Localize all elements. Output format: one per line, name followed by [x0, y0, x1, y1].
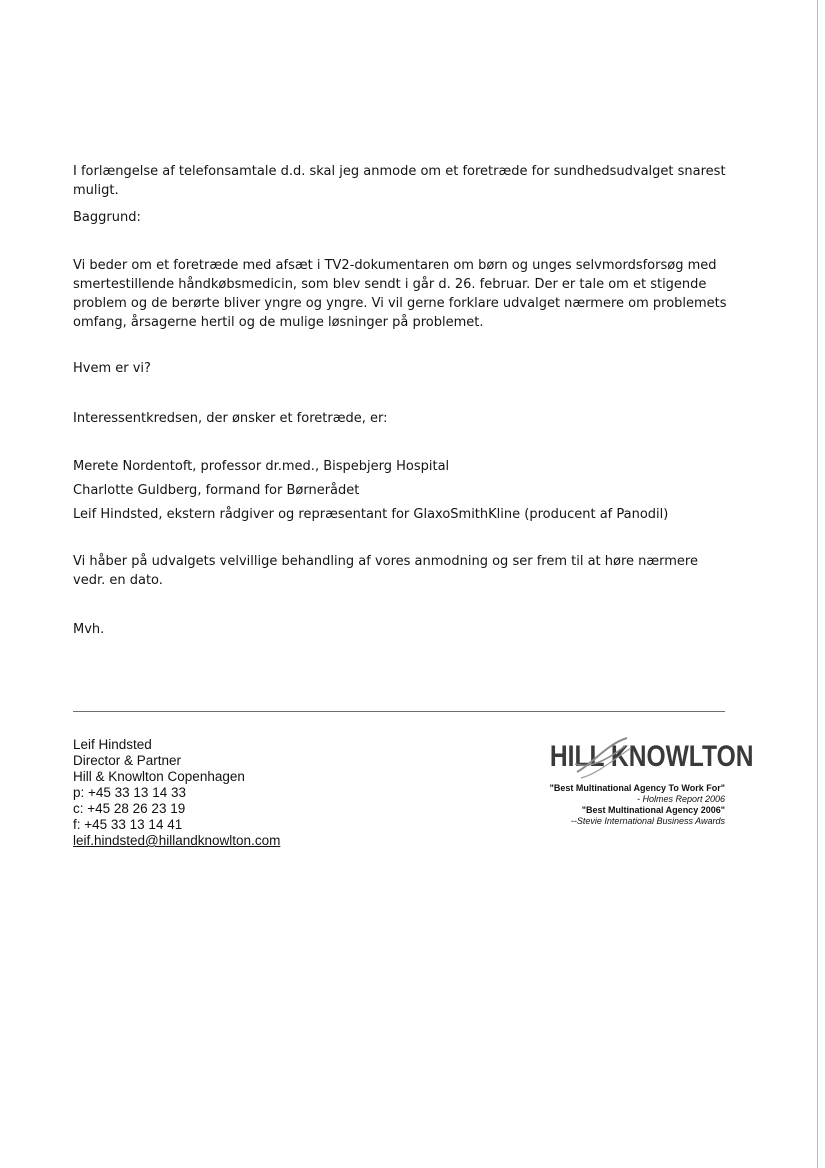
award-1-source: - Holmes Report 2006	[636, 794, 725, 804]
background-paragraph: Vi beder om et foretræde med afsæt i TV2-dokumentaren om børn og unges selvmordsforsøg med smertestillende håndkøbsmedicin, som blev sendt i går d. 26. februar. Der er tale om et stigende problem og de berørte bliver yngre og yngre. Vi vil gerne forklare udvalget nærmere om problemets omfang, årsagerne hertil og de mulige løsninger på problemet.	[73, 258, 727, 330]
list-item: Charlotte Guldberg, formand for Børnerådet	[73, 483, 360, 498]
signature-phone: p: +45 33 13 14 33	[73, 785, 186, 800]
signature-title: Director & Partner	[73, 753, 182, 768]
list-item: Leif Hindsted, ekstern rådgiver og repræsentant for GlaxoSmithKline (producent af Panodil)	[73, 507, 669, 522]
closing-paragraph: Vi håber på udvalgets velvillige behandling af vores anmodning og ser frem til at høre nærmere vedr. en dato.	[73, 554, 698, 588]
page-edge-line	[817, 0, 818, 1168]
award-2-title: "Best Multinational Agency 2006"	[581, 805, 725, 815]
company-logo	[511, 740, 754, 782]
intro-paragraph: I forlængelse af telefonsamtale d.d. skal jeg anmode om et foretræde for sundhedsudvalget snarest muligt.	[73, 164, 726, 198]
interest-intro: Interessentkredsen, der ønsker et foretræde, er:	[73, 411, 388, 426]
signature-block	[73, 737, 280, 849]
signature-name: Leif Hindsted	[73, 737, 152, 752]
awards-block	[480, 783, 725, 827]
signature-fax: f: +45 33 13 14 41	[73, 817, 183, 832]
signature-cell: c: +45 28 26 23 19	[73, 801, 186, 816]
sign-off: Mvh.	[73, 622, 105, 637]
logo-wordmark: HILL KNOWLTON	[549, 740, 754, 773]
divider	[73, 711, 725, 712]
signature-company: Hill & Knowlton Copenhagen	[73, 769, 245, 784]
persons-list	[73, 456, 773, 528]
award-1-title: "Best Multinational Agency To Work For"	[549, 783, 725, 793]
email-link[interactable]: leif.hindsted@hillandknowlton.com	[73, 833, 281, 848]
ampersand-swirl-icon	[567, 734, 637, 780]
who-heading: Hvem er vi?	[73, 361, 151, 376]
award-2-source: --Stevie International Business Awards	[570, 816, 725, 826]
list-item: Merete Nordentoft, professor dr.med., Bispebjerg Hospital	[73, 459, 450, 474]
background-heading: Baggrund:	[73, 210, 141, 225]
